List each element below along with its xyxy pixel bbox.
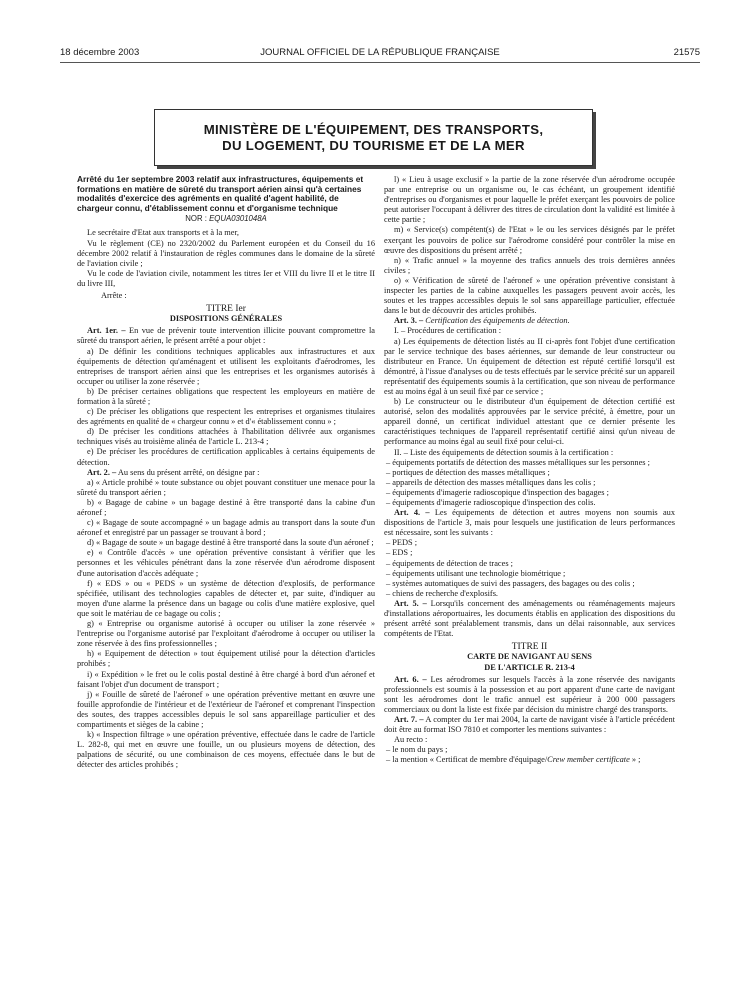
article-2-item-f: f) « EDS » ou « PEDS » un système de détection d'explosifs, de performance spécifiée, utilisant des technologies capables de détecter et, par suite, d'indiquer au moyen d'une alarme la présence dans un bagage ou colis d'une matière explosive, quel que soit le matériau de ce bagage ou colis ; xyxy=(77,578,375,618)
article-2-item-i: i) « Expédition » le fret ou le colis postal destiné à être chargé à bord d'un aéronef et faisant l'objet d'un document de transport ; xyxy=(77,669,375,689)
list-item: – systèmes automatiques de suivi des passagers, des bagages ou des colis ; xyxy=(386,578,635,588)
article-2-item-h: h) « Equipement de détection » tout équipement utilisé pour la détection d'articles prohibés ; xyxy=(77,649,375,669)
titre-2-heading: TITRE II xyxy=(511,642,548,653)
header-journal-title: JOURNAL OFFICIEL DE LA RÉPUBLIQUE FRANÇAISE xyxy=(260,47,500,58)
article-1-item-c: c) De préciser les obligations que respectent les entreprises et organismes titulaires des agréments en qualité de « chargeur connu » et d'« établissement connu » ; xyxy=(77,407,375,427)
article-1-item-a: a) De définir les conditions techniques applicables aux infrastructures et aux équipements de détection qu'aménagent et utilisent les exploitants d'aérodromes, les entreprises de transport aérien ainsi que les entreprises et les organismes autorisés à occuper ou utiliser la zone réservée ; xyxy=(77,346,375,386)
list-item: – appareils de détection des masses métalliques dans les colis ; xyxy=(386,477,596,487)
left-column xyxy=(77,175,375,770)
article-3-section-i: I. – Procédures de certification : xyxy=(394,326,502,336)
list-item: – équipements utilisant une technologie biométrique ; xyxy=(386,568,566,578)
article-2-item-e: e) « Contrôle d'accès » une opération préventive consistant à vérifier que les personnes et les véhicules pénétrant dans la zone réservée d'un aérodrome disposent d'une autorisation d'accès adéquate ; xyxy=(77,548,375,578)
article-1: Art. 1er. – En vue de prévenir toute intervention illicite pouvant compromettre la sûreté du transport aérien, le présent arrêté a pour objet : xyxy=(77,326,376,346)
carte-navigant-heading-2: DE L'ARTICLE R. 213-4 xyxy=(484,662,575,672)
list-item: – PEDS ; xyxy=(386,538,418,548)
carte-navigant-heading-1: CARTE DE NAVIGANT AU SENS xyxy=(467,652,592,662)
article-2-item-b: b) « Bagage de cabine » un bagage destiné à être transporté dans la cabine d'un aéronef ; xyxy=(77,497,375,517)
article-3: Art. 3. – Certification des équipements de détection. xyxy=(394,316,570,326)
list-item: – chiens de recherche d'explosifs. xyxy=(386,588,499,598)
article-2-item-l: l) « Lieu à usage exclusif » la partie de la zone réservée d'un aérodrome occupée par une entreprise ou un organisme ou, le cas échéant, un groupement identifié d'entreprises ou d'organismes et pour laquelle le préfet exerçant les pouvoirs de police peut autoriser l'occupant à délivrer des titres de circulation dont la validité est limitée à cette partie ; xyxy=(384,175,675,225)
article-1-item-b: b) De préciser certaines obligations que respectent les employeurs en matière de formation à la sûreté ; xyxy=(77,386,375,406)
ministry-line-2: DU LOGEMENT, DU TOURISME ET DE LA MER xyxy=(222,137,525,153)
article-2-item-g: g) « Entreprise ou organisme autorisé à occuper ou utiliser la zone réservée » l'entreprise ou l'organisme autorisé par l'exploitant d'aérodrome à occuper ou utiliser la zone réservée à des fins professionnelles ; xyxy=(77,619,375,649)
article-4: Art. 4. – Les équipements de détection et autres moyens non soumis aux dispositions de l'article 3, mais pour lesquels une justification de leurs performances est nécessaire, sont les suivants : xyxy=(384,508,675,538)
list-item: – portiques de détection des masses métalliques ; xyxy=(386,467,550,477)
article-2-item-d: d) « Bagage de soute » un bagage destiné à être transporté dans la soute d'un aéronef ; xyxy=(87,538,374,548)
titre-1-heading: TITRE Ier xyxy=(206,304,246,315)
article-2-item-j: j) « Fouille de sûreté de l'aéronef » une opération préventive mettant en œuvre une fouille approfondie de l'intérieur et de l'extérieur de l'aéronef et comprenant l'inspection des soutes, des trappes accessibles depuis le sol sans appareillage particulier et des compartiments et sièges de la cabine ; xyxy=(77,689,375,729)
article-2: Art. 2. – Au sens du présent arrêté, on désigne par : xyxy=(87,467,260,477)
arrete-title: Arrêté du 1er septembre 2003 relatif aux infrastructures, équipements et formations en matière de sûreté du transport aérien ainsi qu'à certaines modalités d'exercice des agréments en qualité d'agent habilité, de chargeur connu, d'établissement connu et d'organisme technique xyxy=(77,174,364,213)
header-date: 18 décembre 2003 xyxy=(60,47,140,58)
page-header xyxy=(60,47,700,61)
header-rule xyxy=(60,62,700,63)
recto-label: Au recto : xyxy=(394,735,428,745)
article-2-item-n: n) « Trafic annuel » la moyenne des trafics annuels des trois dernières années civiles ; xyxy=(384,255,675,275)
article-5: Art. 5. – Lorsqu'ils concernent des aménagements ou réaménagements majeurs d'installations aéroportuaires, les documents établis en application des dispositions du présent arrêté sont préalablement transmis, dans un délai raisonnable, aux services compétents de l'Etat. xyxy=(384,598,675,639)
list-item: – le nom du pays ; xyxy=(386,745,448,755)
paragraph-secretaire: Le secrétaire d'Etat aux transports et à la mer, xyxy=(87,228,239,238)
ministry-line-1: MINISTÈRE DE L'ÉQUIPEMENT, DES TRANSPORTS, xyxy=(203,121,544,137)
article-2-item-o: o) « Vérification de sûreté de l'aéronef » une opération préventive consistant à inspecter les parties de la cabine auxquelles les passagers peuvent avoir accès, les soutes et les trappes accessibles depuis le sol sans appareillage particulier, effectuée dans le but de découvrir des articles prohibés. xyxy=(384,275,675,316)
nor-reference: NOR : EQUA0301048A xyxy=(185,214,267,224)
header-page-number: 21575 xyxy=(673,47,700,58)
article-2-item-m: m) « Service(s) compétent(s) de l'Etat » le ou les services désignés par le préfet exerçant les pouvoirs de police sur l'aérodrome considéré pour contrôler la mise en œuvre des dispositions du présent arrêté ; xyxy=(384,225,675,255)
article-2-item-a: a) « Article prohibé » toute substance ou objet pouvant constituer une menace pour la sûreté du transport aérien ; xyxy=(77,477,375,497)
article-2-item-k: k) « Inspection filtrage » une opération préventive, effectuée dans le cadre de l'article L. 282-8, qui met en œuvre une fouille, un ou plusieurs moyens de détection, des palpations de sécurité, ou une combinaison de ces moyens, effectuée dans le but de détecter des articles prohibés ; xyxy=(77,730,375,770)
list-item: – équipements d'imagerie radioscopique d'inspection des bagages ; xyxy=(386,487,609,497)
paragraph-vu-reglement: Vu le règlement (CE) no 2320/2002 du Parlement européen et du Conseil du 16 décembre 2002 relatif à l'instauration de règles communes dans le domaine de la sûreté de l'aviation civile ; xyxy=(77,238,375,268)
ministry-box xyxy=(154,109,593,166)
list-item: – équipements d'imagerie radioscopique d'inspection des colis. xyxy=(386,498,596,507)
list-item: – équipements de détection de traces ; xyxy=(386,558,513,568)
dispositions-generales-heading: DISPOSITIONS GÉNÉRALES xyxy=(169,314,283,324)
right-column xyxy=(384,175,675,765)
list-item: – EDS ; xyxy=(386,548,413,558)
article-1-item-d: d) De préciser les conditions attachées à l'habilitation délivrée aux organismes techniques visés au troisième alinéa de l'article L. 213-4 ; xyxy=(77,427,375,447)
article-3-item-a: a) Les équipements de détection listés au II ci-après font l'objet d'une certification par le service technique des bases aériennes, sur demande de leur constructeur ou distributeur en France. Un équipement de détection est réputé certifié lorsqu'il est démontré, à l'issue d'analyses ou de tests effectués par le service précité sur un appareil représentatif des équipements soumis à la certification, que son niveau de performance est au moins égal à un seuil fixé par ce service ; xyxy=(384,336,675,396)
article-6: Art. 6. – Les aérodromes sur lesquels l'accès à la zone réservée des navigants professionnels est soumis à la possession et au port apparent d'une carte de navigant sont les aérodromes dont le trafic annuel est supérieur à 200 000 passagers commerciaux ou dont la liste est fixée par décision du ministre chargé des transports. xyxy=(384,674,675,714)
article-3-section-ii: II. – Liste des équipements de détection soumis à la certification : xyxy=(394,447,614,457)
list-item: – la mention « Certificat de membre d'équipage/Crew member certificate » ; xyxy=(386,755,641,765)
article-7: Art. 7. – A compter du 1er mai 2004, la carte de navigant visée à l'article précédent doit être au format ISO 7810 et comporter les mentions suivantes : xyxy=(384,714,675,735)
list-item: – équipements portatifs de détection des masses métalliques sur les personnes ; xyxy=(386,457,650,467)
article-3-item-b: b) Le constructeur ou le distributeur d'un équipement de détection certifié est autorisé, selon des modalités approuvées par le service précité, à émettre, pour un appareil donné, un certificat individuel attestant que ce dernier présente les caractéristiques techniques de l'appareil représentatif certifié ainsi qu'un niveau de performance au moins égal au seuil fixé pour celui-ci. xyxy=(384,397,675,447)
article-1-item-e: e) De préciser les procédures de certification applicables à certains équipements de détection. xyxy=(77,447,375,467)
paragraph-vu-code: Vu le code de l'aviation civile, notamment les titres Ier et VIII du livre II et le titre II du livre III, xyxy=(77,268,375,288)
article-2-item-c: c) « Bagage de soute accompagné » un bagage admis au transport dans la soute d'un aéronef et enregistré par un passager se trouvant à bord ; xyxy=(77,518,375,538)
arrete-label: Arrête : xyxy=(101,291,127,301)
